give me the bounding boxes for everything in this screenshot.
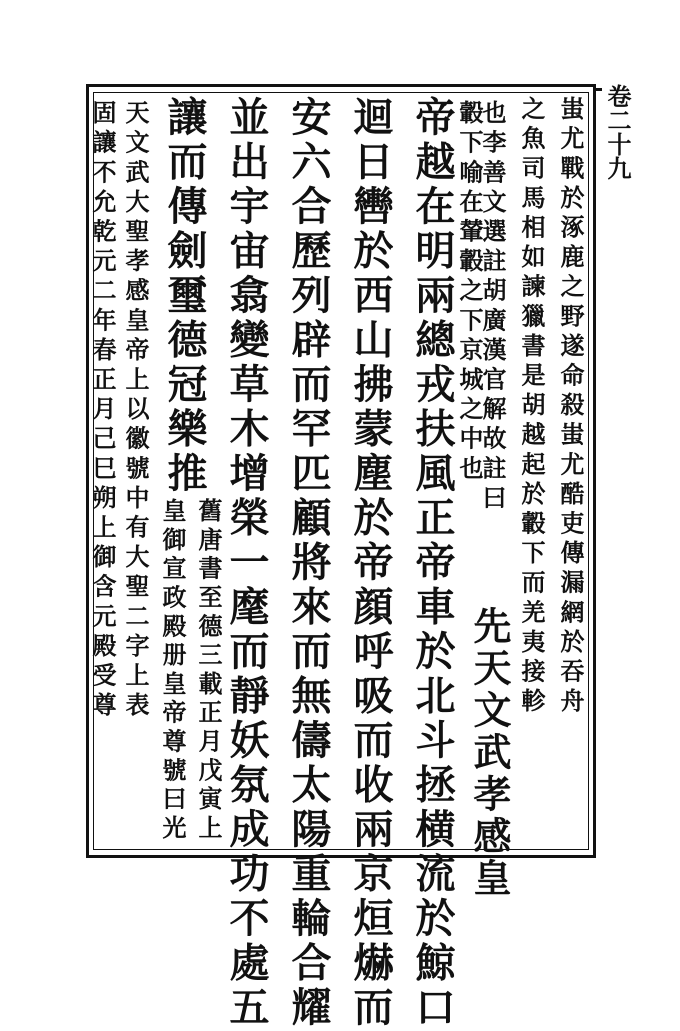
column-3: 也李善文選註胡廣漢官解故註曰 bbox=[478, 100, 507, 515]
column-7: 安六合歷列辟而罕匹顧將來而無儔太陽重輪合耀 bbox=[285, 96, 332, 1031]
inline-large-text: 先天文武孝感皇 bbox=[467, 606, 512, 900]
column-1: 蚩尤戰於涿鹿之野遂命殺蚩尤酷吏傳漏網於吞舟 bbox=[556, 96, 585, 718]
column-4: 轂下喻在輦轂之下京城之中也 bbox=[455, 100, 484, 485]
column-5: 帝越在明兩總戎扶風正帝車於北斗拯横流於鯨口 bbox=[409, 96, 456, 1031]
column-11: 皇御宣政殿册皇帝尊號曰光 bbox=[158, 498, 187, 844]
column-2: 之魚司馬相如諫獵書是胡越起於轂下而羌夷接軫 bbox=[517, 96, 546, 718]
column-12: 天文武大聖孝感皇帝上以徽號中有大聖二字上表 bbox=[121, 100, 150, 722]
column-9: 讓而傳劍璽德冠樂推 bbox=[161, 96, 208, 497]
column-13: 固讓不允乾元二年春正月己巳朔上御含元殿受尊 bbox=[88, 100, 117, 722]
column-8: 並出宇宙翕變草木增榮一麾而靜妖氛成功不處五 bbox=[223, 96, 270, 1031]
edge-label: 卷二十九 bbox=[603, 84, 632, 180]
column-6: 迴日轡於西山拂蒙塵於帝顔呼吸而收兩京烜爀而 bbox=[347, 96, 394, 1031]
column-10: 舊唐書至德三載正月戊寅上 bbox=[194, 498, 223, 844]
